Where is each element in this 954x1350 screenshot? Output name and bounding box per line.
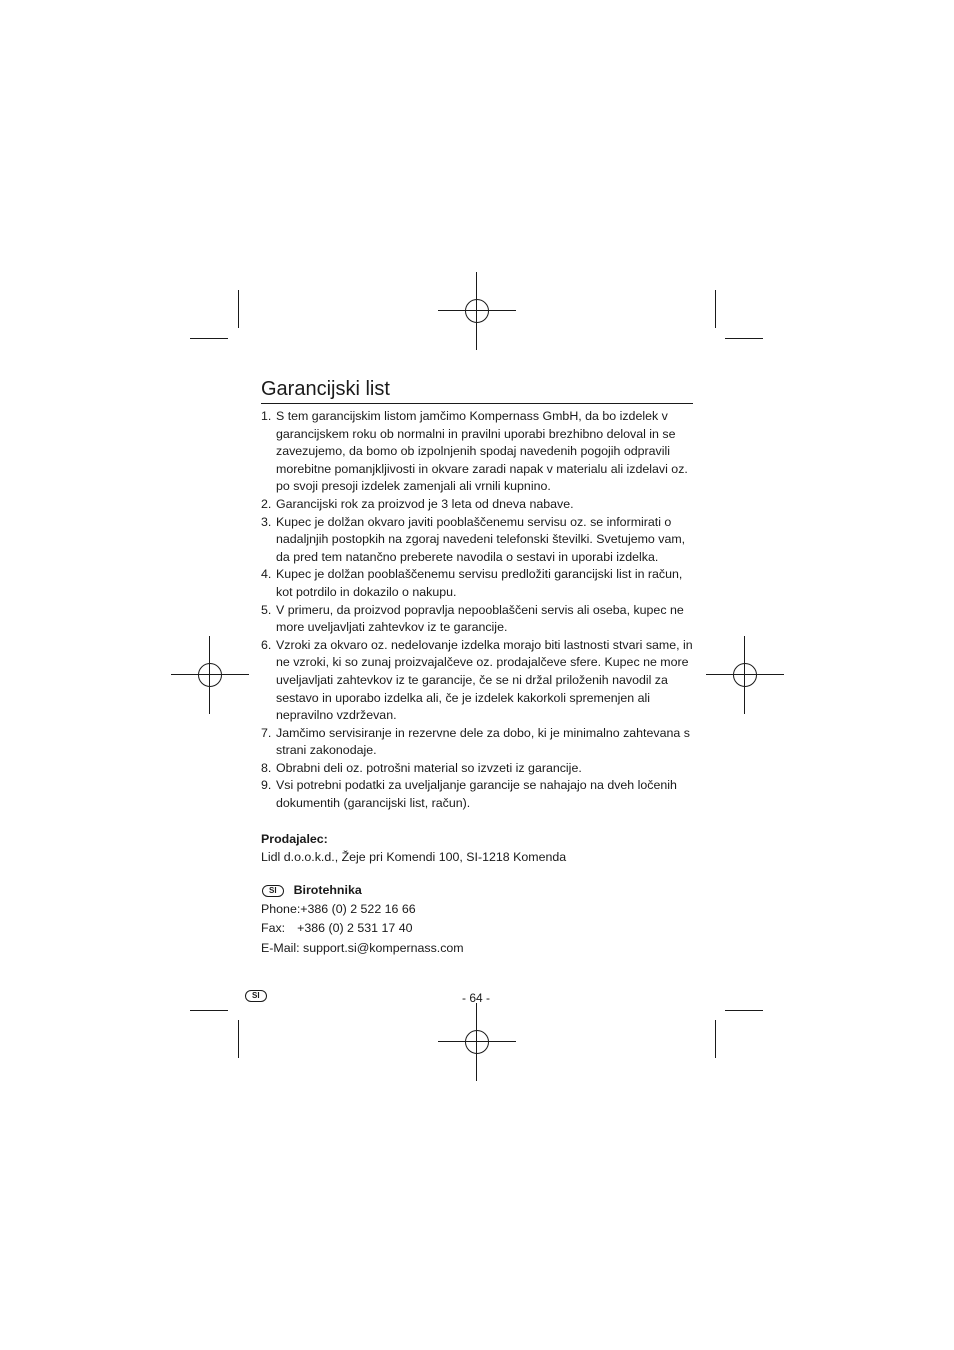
crop-mark <box>715 290 716 328</box>
page-number: - 64 - <box>462 991 491 1005</box>
service-center-name: Birotehnika <box>293 883 362 897</box>
crop-mark <box>715 1020 716 1058</box>
country-badge: SI <box>262 885 284 897</box>
list-item <box>261 514 693 567</box>
fax-value: +386 (0) 2 531 17 40 <box>297 921 413 935</box>
item-text: Garancijski rok za proizvod je 3 leta od dneva nabave. <box>276 496 574 511</box>
item-text: S tem garancijskim listom jamčimo Kompernass GmbH, da bo izdelek v garancijskem roku ob normalni in pravilni uporabi brezhibno deloval in se zavezujemo, da bomo ob izpolnjenih spodaj navedenih pogojih odpravili morebitne pomanjkljivosti in okvare zaradi napak v materialu ali izdelavi oz. po svoji presoji izdelek zamenjali ali vrnili kupnino. <box>276 409 688 494</box>
seller-address: Lidl d.o.o.k.d., Žeje pri Komendi 100, SI-1218 Komenda <box>261 850 567 864</box>
list-item <box>261 637 693 725</box>
service-fax <box>261 921 413 935</box>
warranty-terms-list <box>261 408 693 813</box>
list-item <box>261 566 693 601</box>
service-phone: Phone:+386 (0) 2 522 16 66 <box>261 902 416 916</box>
crop-mark <box>238 290 239 328</box>
page-title: Garancijski list <box>261 378 390 400</box>
list-item <box>261 760 693 778</box>
item-number: 7. <box>261 725 272 740</box>
service-email: E-Mail: support.si@kompernass.com <box>261 941 464 955</box>
item-text: Obrabni deli oz. potrošni material so izvzeti iz garancije. <box>276 760 582 775</box>
item-number: 5. <box>261 602 272 617</box>
crop-mark <box>725 338 763 339</box>
crop-mark <box>190 1010 228 1011</box>
title-rule <box>261 403 693 404</box>
list-item <box>261 602 693 637</box>
list-item <box>261 725 693 760</box>
footer-country-badge: SI <box>245 990 267 1002</box>
item-number: 1. <box>261 409 272 423</box>
list-item <box>261 777 693 812</box>
list-item <box>261 496 693 514</box>
fax-label: Fax: <box>261 921 286 935</box>
item-number: 9. <box>261 778 272 793</box>
crop-mark <box>190 338 228 339</box>
item-text: V primeru, da proizvod popravlja nepooblaščeni servis ali oseba, kupec ne more uveljavljati zahtevkov iz te garancije. <box>276 602 684 635</box>
service-center-heading <box>262 883 362 897</box>
item-number: 2. <box>261 496 272 511</box>
item-text: Kupec je dolžan okvaro javiti pooblaščenemu servisu oz. se informirati o nadaljnjih postopkih na zgoraj navedeni telefonski številki. Svetujemo vam, da pred tem natančno preberete navodila o sestavi in uporabi izdelka. <box>276 514 686 564</box>
item-text: Kupec je dolžan pooblaščenemu servisu predložiti garancijski list in račun, kot potrdilo in dokazilo o nakupu. <box>276 567 683 599</box>
item-text: Vsi potrebni podatki za uveljaljanje garancije se nahajajo na dveh ločenih dokumentih (garancijski list, račun). <box>276 778 677 811</box>
item-text: Jamčimo servisiranje in rezervne dele za dobo, ki je minimalno zahtevana s strani zakonodaje. <box>276 725 690 758</box>
item-number: 3. <box>261 514 272 529</box>
item-number: 4. <box>261 567 272 582</box>
crop-mark <box>238 1020 239 1058</box>
item-text: Vzroki za okvaro oz. nedelovanje izdelka morajo biti lastnosti stvari same, in ne vzroki, ki so zunaj proizvajalčeve oz. prodajalčeve sfere. Kupec ne more uveljavljati zahtevkov iz te garancije, če se ni držal priloženih navodil za sestavo in uporabo izdelka ali, če je izdelek kakorkoli spremenjen ali nepravilno vzdrževan. <box>276 637 693 723</box>
item-number: 8. <box>261 760 272 775</box>
crop-mark <box>725 1010 763 1011</box>
list-item <box>261 408 693 496</box>
seller-label: Prodajalec: <box>261 832 328 846</box>
item-number: 6. <box>261 637 272 652</box>
